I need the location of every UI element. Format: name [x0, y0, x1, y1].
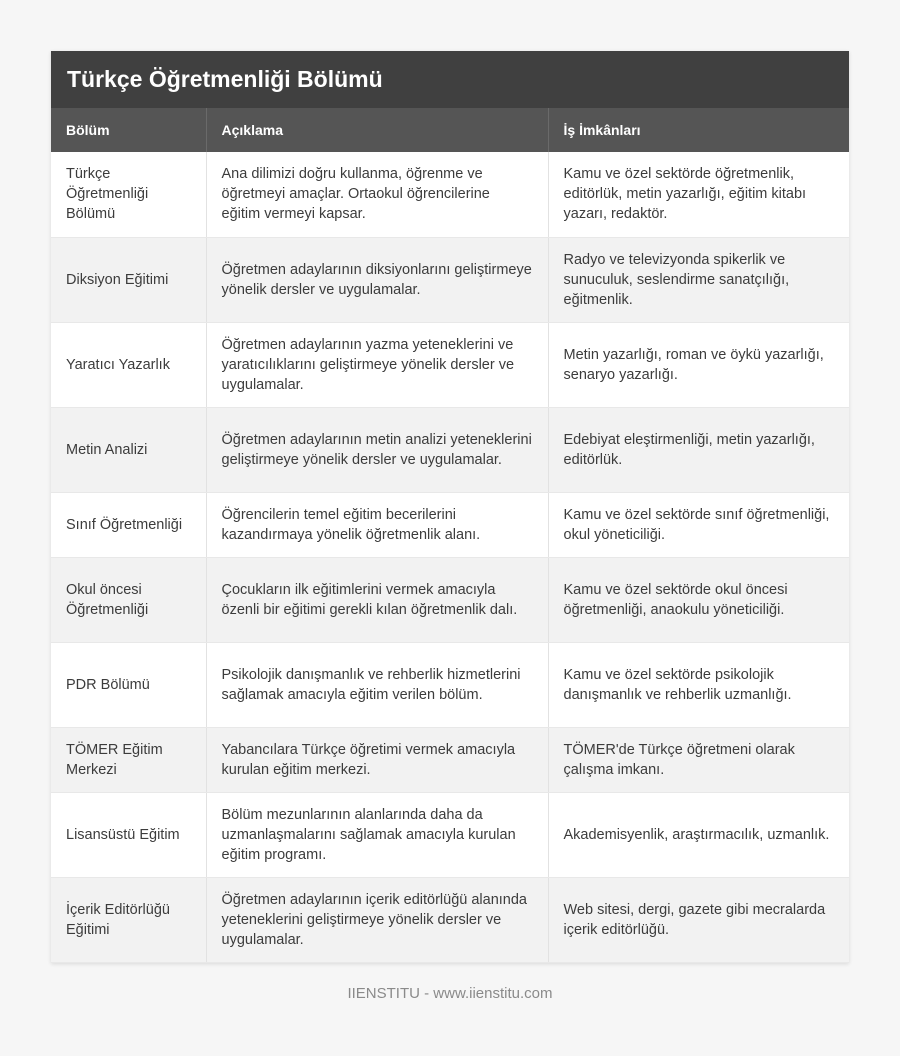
- cell-bolum: İçerik Editörlüğü Eğitimi: [51, 877, 206, 962]
- cell-is-imkanlari: Kamu ve özel sektörde okul öncesi öğretmenliği, anaokulu yöneticiliği.: [548, 557, 849, 642]
- cell-is-imkanlari: Akademisyenlik, araştırmacılık, uzmanlık.: [548, 792, 849, 877]
- table-row: [51, 557, 849, 642]
- cell-bolum: PDR Bölümü: [51, 642, 206, 727]
- cell-is-imkanlari: Metin yazarlığı, roman ve öykü yazarlığı, senaryo yazarlığı.: [548, 322, 849, 407]
- table-row: [51, 152, 849, 237]
- column-header-aciklama: Açıklama: [206, 108, 548, 152]
- cell-is-imkanlari: TÖMER'de Türkçe öğretmeni olarak çalışma imkanı.: [548, 727, 849, 792]
- cell-is-imkanlari: Kamu ve özel sektörde psikolojik danışmanlık ve rehberlik uzmanlığı.: [548, 642, 849, 727]
- cell-is-imkanlari: Edebiyat eleştirmenliği, metin yazarlığı, editörlük.: [548, 407, 849, 492]
- column-header-is-imkanlari: İş İmkânları: [563, 122, 641, 138]
- table-header-row: [51, 108, 849, 152]
- cell-aciklama: Öğrencilerin temel eğitim becerilerini kazandırmaya yönelik öğretmenlik alanı.: [206, 492, 548, 557]
- cell-bolum: Lisansüstü Eğitim: [51, 792, 206, 877]
- cell-bolum: TÖMER Eğitim Merkezi: [51, 727, 206, 792]
- cell-bolum: Okul öncesi Öğretmenliği: [51, 557, 206, 642]
- cell-is-imkanlari: Kamu ve özel sektörde öğretmenlik, editörlük, metin yazarlığı, eğitim kitabı yazarı, redaktör.: [548, 152, 849, 237]
- cell-aciklama: Öğretmen adaylarının diksiyonlarını geliştirmeye yönelik dersler ve uygulamalar.: [206, 237, 548, 322]
- cell-bolum: Yaratıcı Yazarlık: [51, 322, 206, 407]
- cell-bolum: Metin Analizi: [51, 407, 206, 492]
- cell-bolum: Türkçe Öğretmenliği Bölümü: [51, 152, 206, 237]
- title-bar: [51, 51, 849, 108]
- table-row: [51, 877, 849, 962]
- table-row: [51, 237, 849, 322]
- column-header-bolum: Bölüm: [51, 108, 206, 152]
- table-row: [51, 407, 849, 492]
- content-card: [51, 51, 849, 963]
- table-row: [51, 792, 849, 877]
- table-row: [51, 492, 849, 557]
- cell-aciklama: Bölüm mezunlarının alanlarında daha da uzmanlaşmalarını sağlamak amacıyla kurulan eğitim programı.: [206, 792, 548, 877]
- cell-aciklama: Öğretmen adaylarının içerik editörlüğü alanında yeteneklerini geliştirmeye yönelik dersler ve uygulamalar.: [206, 877, 548, 962]
- cell-bolum: Sınıf Öğretmenliği: [51, 492, 206, 557]
- table-row: [51, 727, 849, 792]
- cell-aciklama: Çocukların ilk eğitimlerini vermek amacıyla özenli bir eğitimi gerekli kılan öğretmenlik dalı.: [206, 557, 548, 642]
- info-table: [51, 108, 849, 963]
- cell-is-imkanlari: Kamu ve özel sektörde sınıf öğretmenliği, okul yöneticiliği.: [548, 492, 849, 557]
- cell-aciklama: Ana dilimizi doğru kullanma, öğrenme ve öğretmeyi amaçlar. Ortaokul öğrencilerine eğitim vermeyi kapsar.: [206, 152, 548, 237]
- cell-aciklama: Psikolojik danışmanlık ve rehberlik hizmetlerini sağlamak amacıyla eğitim verilen bölüm.: [206, 642, 548, 727]
- cell-aciklama: Öğretmen adaylarının metin analizi yeteneklerini geliştirmeye yönelik dersler ve uygulamalar.: [206, 407, 548, 492]
- cell-is-imkanlari: Radyo ve televizyonda spikerlik ve sunuculuk, seslendirme sanatçılığı, eğitmenlik.: [548, 237, 849, 322]
- cell-aciklama: Yabancılara Türkçe öğretimi vermek amacıyla kurulan eğitim merkezi.: [206, 727, 548, 792]
- cell-is-imkanlari: Web sitesi, dergi, gazete gibi mecralarda içerik editörlüğü.: [548, 877, 849, 962]
- cell-aciklama: Öğretmen adaylarının yazma yeteneklerini ve yaratıcılıklarını geliştirmeye yönelik dersler ve uygulamalar.: [206, 322, 548, 407]
- table-row: [51, 642, 849, 727]
- footer-credit: IIENSTITU - www.iienstitu.com: [347, 985, 553, 1002]
- cell-bolum: Diksiyon Eğitimi: [51, 237, 206, 322]
- page-title: Türkçe Öğretmenliği Bölümü: [67, 66, 383, 92]
- table-row: [51, 322, 849, 407]
